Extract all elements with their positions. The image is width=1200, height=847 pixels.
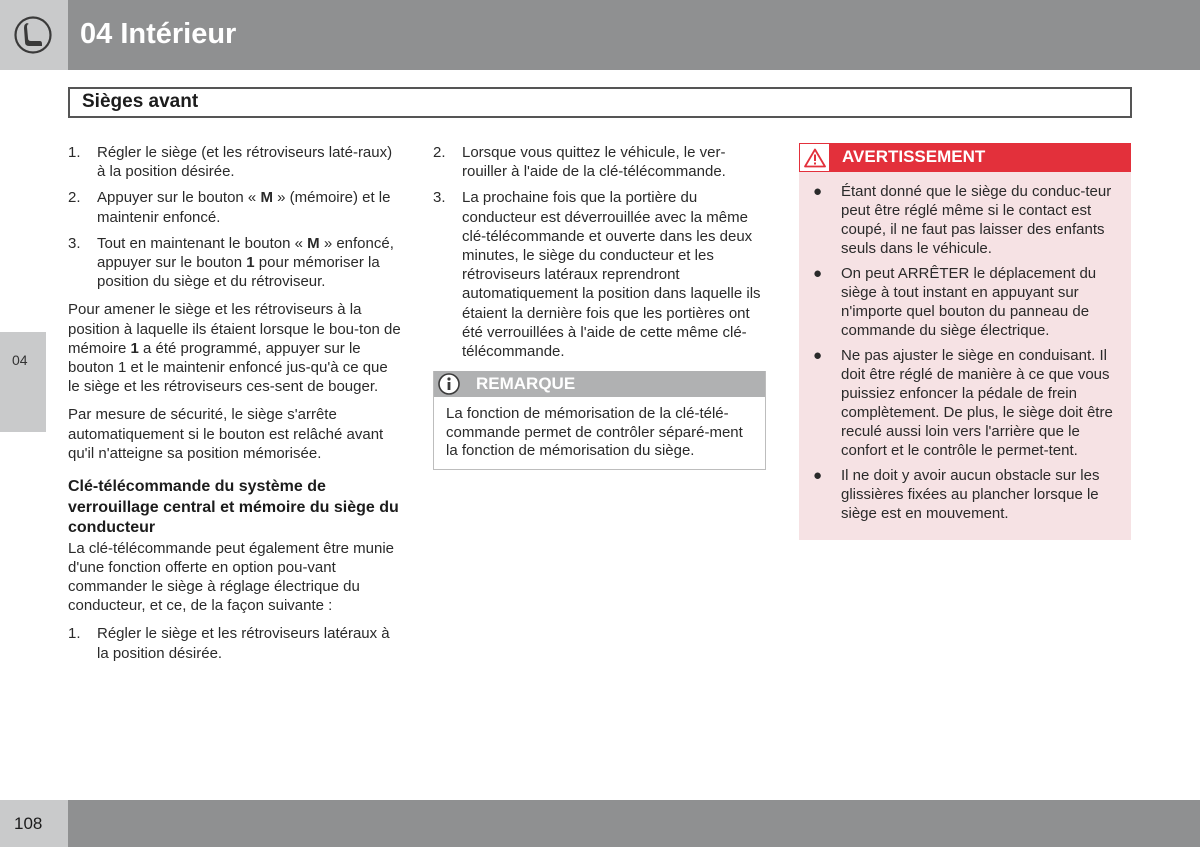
page-number: 108 (14, 814, 43, 833)
subheading: Clé-télécommande du système de verrouillage central et mémoire du siège du conducteur (68, 478, 399, 537)
chapter-title: 04 Intérieur (80, 18, 237, 50)
list-item (799, 182, 1119, 258)
step-text: Lorsque vous quittez le véhicule, le ver-rouiller à l'aide de la clé-télécommande. (462, 144, 726, 181)
step-list (68, 624, 401, 662)
page-number-box (0, 800, 68, 847)
step-text: » enfoncé, appuyer sur le bouton (97, 234, 394, 272)
text-column-1 (68, 143, 401, 672)
list-item (433, 143, 766, 181)
text-column-2 (433, 143, 766, 470)
step-text: Régler le siège (et les rétroviseurs laté-raux) à la position désirée. (97, 144, 393, 181)
warning-icon-box (799, 143, 830, 172)
chapter-icon-box (0, 0, 68, 70)
step-number: 3. (433, 189, 446, 207)
bullet: ● (813, 347, 823, 364)
paragraph: Par mesure de sécurité, le siège s'arrête automatiquement si le bouton est relâché avant qu'il n'atteigne sa position mémorisée. (68, 406, 384, 462)
info-icon (438, 373, 460, 395)
step-number: 2. (68, 189, 81, 207)
step-text: La prochaine fois que la portière du conducteur est déverrouillée avec la même clé-télécommande et ouverte dans les deux minutes, le siège du conducteur et les rétroviseurs latéraux reprendront automatiquement la position dans laquelle ils étaient la dernière fois que les portières ont été verrouillées à l'aide de cette même clé-télécommande. (462, 189, 761, 361)
list-item (799, 466, 1119, 523)
bullet: ● (813, 183, 823, 200)
bullet: ● (813, 467, 823, 484)
note-body: La fonction de mémorisation de la clé-télé-commande permet de contrôler séparé-ment la fonction de mémorisation du siège. (446, 405, 743, 460)
warning-text: On peut ARRÊTER le déplacement du siège à tout instant en appuyant sur n'importe quel bouton du panneau de commande du siège électrique. (841, 265, 1097, 339)
step-number: 2. (433, 144, 446, 161)
button-label-1: 1 (246, 254, 255, 272)
note-box (433, 371, 766, 470)
section-title-box (68, 87, 1132, 118)
button-label-m: M (307, 234, 320, 252)
list-item (799, 264, 1119, 340)
warning-triangle-icon (804, 148, 826, 168)
warning-text: Étant donné que le siège du conduc-teur peut être réglé même si le contact est coupé, il ne faut pas laisser des enfants seuls dans le véhicule. (841, 183, 1112, 257)
step-text: Tout en maintenant le bouton « (97, 234, 308, 252)
warning-header (799, 143, 1131, 172)
chapter-side-tab (0, 332, 46, 432)
list-item (799, 346, 1119, 460)
step-text: pour mémoriser la position du siège et du rétroviseur. (97, 254, 380, 291)
page-footer (0, 800, 1200, 847)
chapter-header (0, 0, 1200, 70)
step-text: Régler le siège et les rétroviseurs latéraux à la position désirée. (97, 625, 390, 662)
button-label-1: 1 (130, 339, 139, 357)
note-title: REMARQUE (476, 374, 576, 394)
list-item (68, 624, 401, 662)
paragraph-text: Pour amener le siège et les rétroviseurs à la position à laquelle ils étaient lorsque le bou-ton de mémoire (68, 301, 401, 357)
button-label-m: M (260, 189, 273, 207)
list-item (68, 143, 401, 181)
warning-list (799, 172, 1131, 523)
warning-text: Ne pas ajuster le siège en conduisant. Il doit être réglé de manière à ce que vous puissiez enfoncer la pédale de frein complètement. De plus, le siège doit être reculé aussi loin vers l'arrière que le confort et le contrôle le permet-tent. (841, 347, 1113, 459)
paragraph: La clé-télécommande peut également être munie d'une fonction offerte en option pou-vant commander le siège à réglage électrique du conducteur, et ce, de la façon suivante : (68, 539, 395, 615)
bullet: ● (813, 265, 823, 282)
warning-text: Il ne doit y avoir aucun obstacle sur les glissières fixées au plancher lorsque le siège est en mouvement. (841, 467, 1100, 522)
section-title: Sièges avant (82, 91, 199, 112)
paragraph-text: a été programmé, appuyer sur le bouton 1 et le maintenir enfoncé jus-qu'à ce que le siège et les rétroviseurs ces-sent de bouger. (68, 339, 388, 396)
list-item (68, 188, 401, 226)
warning-box (799, 143, 1131, 540)
step-number: 3. (68, 234, 81, 252)
step-text: Appuyer sur le bouton « (97, 189, 261, 207)
note-header (434, 371, 765, 397)
paragraph (68, 300, 401, 396)
side-tab-label: 04 (12, 352, 28, 368)
list-item (68, 234, 401, 292)
warning-title: AVERTISSEMENT (842, 147, 986, 166)
list-item (433, 188, 766, 361)
step-number: 1. (68, 625, 81, 643)
step-list (433, 143, 766, 361)
step-number: 1. (68, 144, 81, 161)
step-text: » (mémoire) et le maintenir enfoncé. (97, 189, 391, 226)
seat-icon (14, 16, 52, 54)
step-list (68, 143, 401, 291)
